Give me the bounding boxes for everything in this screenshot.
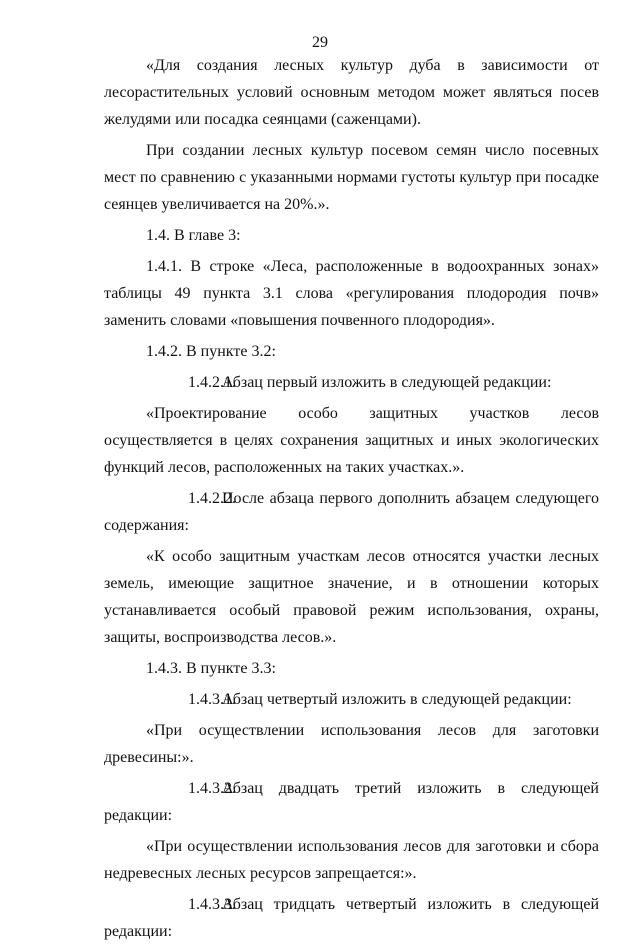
item-1-4-2-2: 1.4.2.2.После абзаца первого дополнить абзацем следующего содержания:	[104, 485, 599, 539]
item-1-4-2: 1.4.2. В пункте 3.2:	[146, 343, 276, 360]
item-number: 1.4.2.1.	[188, 374, 236, 391]
item-1-4-1: 1.4.1. В строке «Леса, расположенные в водоохранных зонах» таблицы 49 пункта 3.1 слова «регулирования плодородия почв» заменить словами «повышения почвенного плодородия».	[104, 258, 599, 329]
page-number: 29	[312, 34, 328, 51]
item-1-4-3: 1.4.3. В пункте 3.3:	[146, 660, 276, 677]
quoted-paragraph-4: «При осуществлении использования лесов для заготовки и сбора недревесных лесных ресурсов запрещается:».	[104, 838, 599, 882]
section-heading-1-4: 1.4. В главе 3:	[146, 227, 241, 244]
document-body	[104, 52, 599, 945]
quoted-paragraph-3: «При осуществлении использования лесов для заготовки древесины:».	[104, 722, 599, 766]
item-number: 1.4.3.2.	[188, 780, 236, 797]
quoted-paragraph-1: «Проектирование особо защитных участков лесов осуществляется в целях сохранения защитных и иных экологических функций лесов, расположенных на таких участках.».	[104, 405, 599, 476]
item-number: 1.4.3.3.	[188, 896, 236, 913]
item-1-4-3-1: 1.4.3.1.Абзац четвертый изложить в следующей редакции:	[104, 686, 599, 713]
item-1-4-2-1: 1.4.2.1.Абзац первый изложить в следующей редакции:	[104, 369, 599, 396]
item-1-4-3-3: 1.4.3.3.Абзац тридцать четвертый изложить в следующей редакции:	[104, 891, 599, 945]
item-number: 1.4.2.2.	[188, 490, 236, 507]
item-number: 1.4.3.1.	[188, 691, 236, 708]
paragraph-1: «Для создания лесных культур дуба в зависимости от лесорастительных условий основным методом может являться посев желудями или посадка сеянцами (саженцами).	[104, 57, 599, 128]
item-1-4-3-2: 1.4.3.2.Абзац двадцать третий изложить в следующей редакции:	[104, 775, 599, 829]
paragraph-2: При создании лесных культур посевом семян число посевных мест по сравнению с указанными нормами густоты культур при посадке сеянцев увеличивается на 20%.».	[104, 142, 599, 213]
quoted-paragraph-2: «К особо защитным участкам лесов относятся участки лесных земель, имеющие защитное значение, и в отношении которых устанавливается особый правовой режим использования, охраны, защиты, воспроизводства лесов.».	[104, 548, 599, 646]
